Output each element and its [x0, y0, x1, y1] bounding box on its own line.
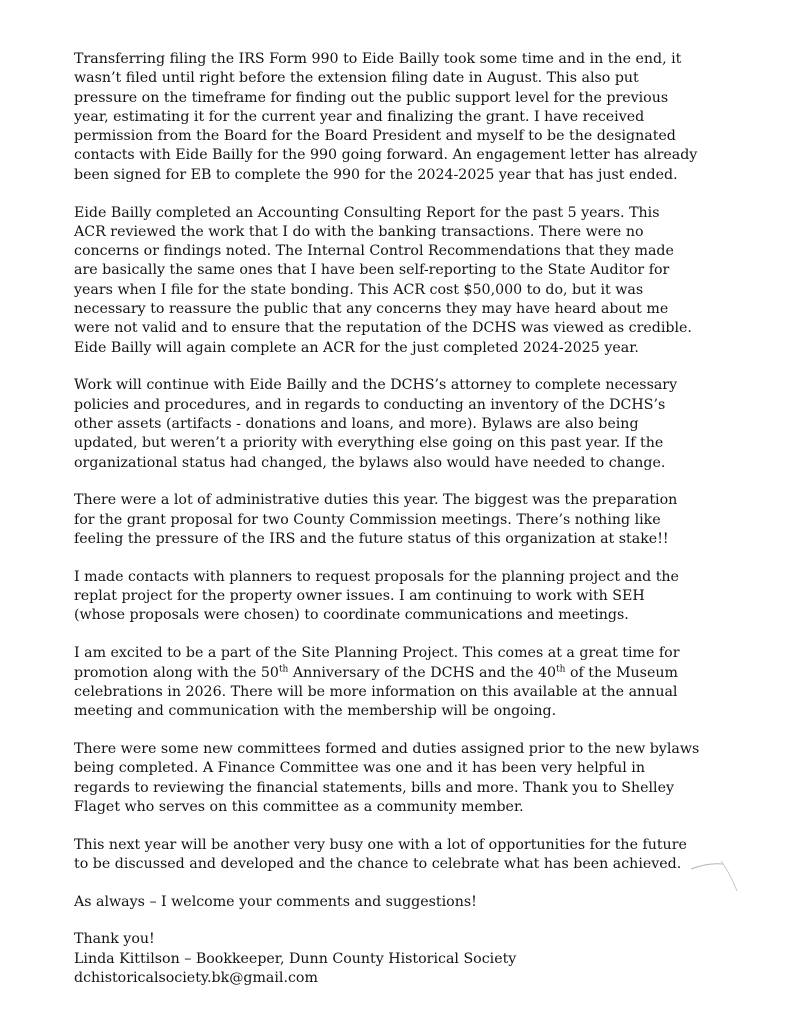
closing-thanks: Thank you!	[74, 931, 155, 948]
text-line: regards to reviewing the financial statements, bills and more. Thank you to Shelley	[74, 779, 674, 796]
text-line: I am excited to be a part of the Site Planning Project. This comes at a great time for	[74, 645, 680, 662]
text-line: for the grant proposal for two County Commission meetings. There’s nothing like	[74, 511, 661, 528]
text-line: There were some new committees formed and duties assigned prior to the new bylaws	[74, 740, 700, 757]
text-line: organizational status had changed, the bylaws also would have needed to change.	[74, 454, 666, 471]
signature-line: Linda Kittilson – Bookkeeper, Dunn County Historical Society	[74, 950, 517, 967]
text-line: are basically the same ones that I have been self-reporting to the State Auditor for	[74, 262, 670, 279]
email-address: dchistoricalsociety.bk@gmail.com	[74, 970, 318, 987]
paragraph-next-year	[74, 836, 734, 875]
ordinal-suffix: th	[278, 663, 289, 674]
paragraph-planners	[74, 568, 734, 626]
text-line: years when I file for the state bonding. This ACR cost $50,000 to do, but it was	[74, 281, 644, 298]
text-line: celebrations in 2026. There will be more information on this available at the annual	[74, 683, 678, 700]
text-line: replat project for the property owner issues. I am continuing to work with SEH	[74, 588, 645, 605]
text-line: been signed for EB to complete the 990 for the 2024-2025 year that has just ended.	[74, 166, 678, 183]
text-line: feeling the pressure of the IRS and the future status of this organization at stake!!	[74, 531, 669, 548]
text-line: other assets (artifacts - donations and loans, and more). Bylaws are also being	[74, 416, 639, 433]
text-line: wasn’t filed until right before the extension filing date in August. This also put	[74, 70, 639, 87]
text-line: concerns or findings noted. The Internal Control Recommendations that they made	[74, 243, 674, 260]
text-line: contacts with Eide Bailly for the 990 going forward. An engagement letter has already	[74, 147, 698, 164]
paragraph-policies-bylaws	[74, 376, 734, 472]
letter-closing	[74, 930, 734, 988]
text-line: (whose proposals were chosen) to coordinate communications and meetings.	[74, 607, 629, 624]
paragraph-irs-form-990	[74, 50, 734, 185]
text-line: As always – I welcome your comments and suggestions!	[74, 893, 477, 910]
paragraph-welcome-comments	[74, 893, 734, 912]
text-line: ACR reviewed the work that I do with the banking transactions. There were no	[74, 223, 644, 240]
ordinal-suffix: th	[556, 663, 566, 674]
text-segment: promotion along with the 50	[74, 664, 279, 681]
text-line: meeting and communication with the membership will be ongoing.	[74, 703, 557, 720]
text-line: Transferring filing the IRS Form 990 to Eide Bailly took some time and in the end, it	[74, 51, 682, 67]
text-line: year, estimating it for the current year and finalizing the grant. I have received	[74, 108, 645, 125]
text-line: updated, but weren’t a priority with everything else going on this past year. If the	[74, 435, 664, 452]
paragraph-site-planning	[74, 644, 734, 721]
paragraph-accounting-report	[74, 204, 734, 358]
text-line: I made contacts with planners to request proposals for the planning project and the	[74, 568, 679, 585]
paragraph-committees	[74, 740, 734, 817]
text-line: This next year will be another very busy one with a lot of opportunities for the future	[74, 836, 687, 853]
text-line: permission from the Board for the Board President and myself to be the designated	[74, 128, 676, 145]
text-line: Eide Bailly completed an Accounting Consulting Report for the past 5 years. This	[74, 204, 660, 221]
text-segment: Anniversary of the DCHS and the 40	[288, 664, 557, 681]
text-segment: of the Museum	[565, 664, 678, 681]
text-line: pressure on the timeframe for finding out the public support level for the previous	[74, 89, 669, 106]
letter-body	[74, 50, 734, 988]
text-line-anniversary	[74, 664, 734, 683]
text-line: were not valid and to ensure that the reputation of the DCHS was viewed as credible.	[74, 320, 692, 337]
text-line: being completed. A Finance Committee was one and it has been very helpful in	[74, 760, 645, 777]
text-line: to be discussed and developed and the chance to celebrate what has been achieved.	[74, 855, 682, 872]
paragraph-administrative-duties	[74, 491, 734, 549]
text-line: Flaget who serves on this committee as a community member.	[74, 798, 524, 815]
text-line: Work will continue with Eide Bailly and the DCHS’s attorney to complete necessary	[74, 377, 678, 394]
text-line: policies and procedures, and in regards to conducting an inventory of the DCHS’s	[74, 396, 666, 413]
text-line: Eide Bailly will again complete an ACR for the just completed 2024-2025 year.	[74, 339, 639, 356]
text-line: necessary to reassure the public that any concerns they may have heard about me	[74, 301, 669, 318]
pen-stroke-mark	[685, 855, 745, 895]
text-line: There were a lot of administrative duties this year. The biggest was the preparation	[74, 492, 678, 509]
